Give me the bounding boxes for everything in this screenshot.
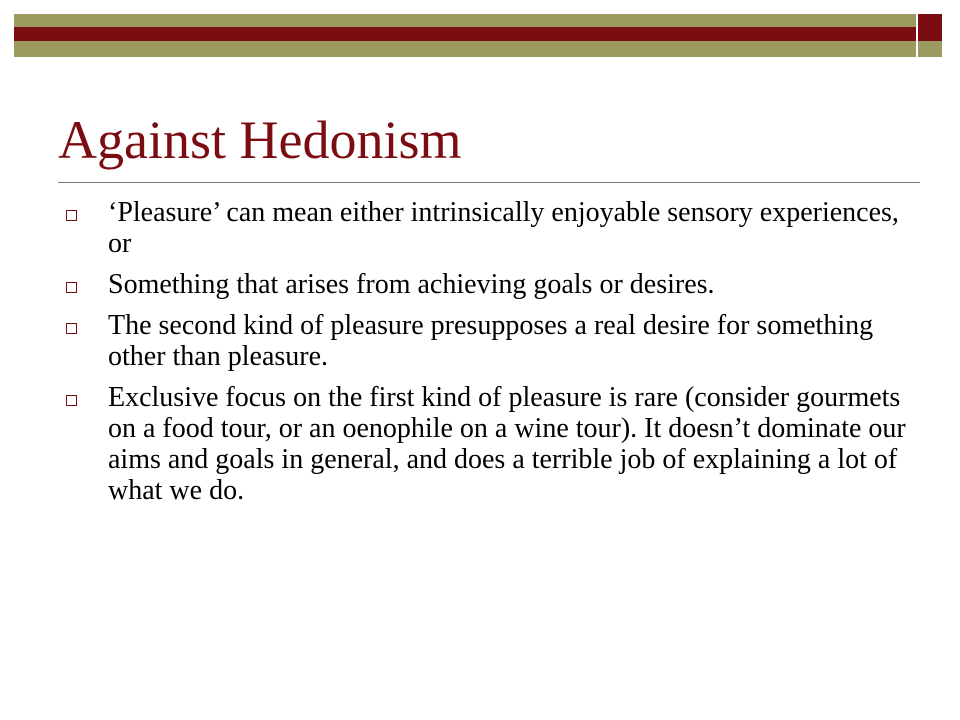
decorative-header-bar (0, 0, 960, 64)
square-bullet-icon (66, 395, 77, 406)
corner-block-olive (918, 41, 942, 57)
olive-band-bottom (14, 41, 916, 57)
bullet-list (64, 197, 914, 516)
bullet-text: Exclusive focus on the first kind of pleasure is rare (consider gourmets on a food tour, or an oenophile on a wine tour). It doesn’t dominate our aims and goals in general, and does a terrible job of explaining a lot of what we do. (108, 382, 906, 506)
bullet-item (64, 197, 914, 259)
corner-block-maroon (918, 14, 942, 41)
slide-title: Against Hedonism (58, 110, 462, 170)
bullet-item (64, 269, 914, 300)
bullet-text: Something that arises from achieving goals or desires. (108, 269, 715, 300)
title-divider (58, 182, 920, 183)
bullet-item (64, 382, 914, 506)
square-bullet-icon (66, 210, 77, 221)
bullet-item (64, 310, 914, 372)
square-bullet-icon (66, 323, 77, 334)
bullet-text: ‘Pleasure’ can mean either intrinsically enjoyable sensory experiences, or (108, 197, 899, 259)
maroon-band (14, 27, 916, 41)
square-bullet-icon (66, 282, 77, 293)
olive-band-top (14, 14, 916, 27)
bullet-text: The second kind of pleasure presupposes a real desire for something other than pleasure. (108, 310, 874, 372)
